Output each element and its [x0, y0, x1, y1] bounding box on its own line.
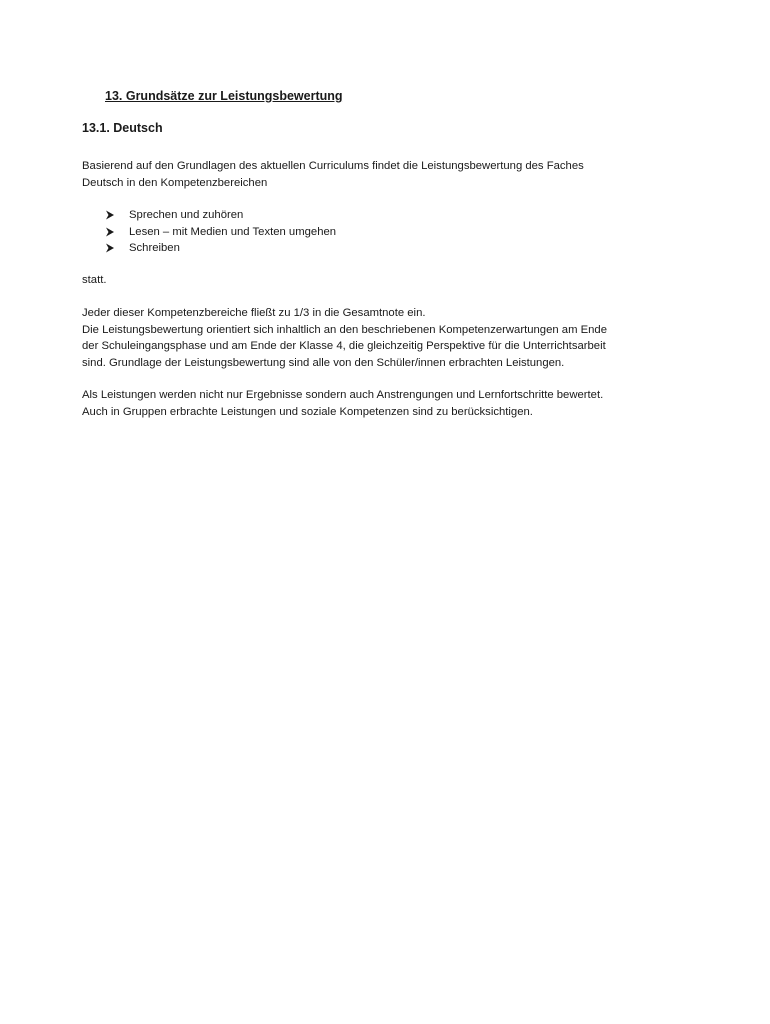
rules-line: Die Leistungsbewertung orientiert sich inhaltlich an den beschriebenen Kompetenzerwartungen am Ende	[82, 323, 608, 336]
closing-line: Auch in Gruppen erbrachte Leistungen und soziale Kompetenzen sind zu berücksichtigen.	[82, 405, 533, 418]
closing-paragraph	[82, 387, 702, 420]
intro-line: Deutsch in den Kompetenzbereichen	[82, 176, 268, 189]
list-item	[104, 224, 336, 241]
rules-line: Jeder dieser Kompetenzbereiche fließt zu 1/3 in die Gesamtnote ein.	[82, 307, 426, 319]
subsection-heading: 13.1. Deutsch	[82, 121, 163, 135]
rules-line: sind. Grundlage der Leistungsbewertung sind alle von den Schüler/innen erbrachten Leistungen.	[82, 356, 565, 369]
intro-line: Basierend auf den Grundlagen des aktuellen Curriculums findet die Leistungsbewertung des Faches	[82, 160, 584, 172]
after-list-line: statt.	[82, 274, 107, 286]
arrow-bullet-icon	[104, 207, 118, 223]
arrow-bullet-icon	[104, 240, 118, 256]
list-item-label: Sprechen und zuhören	[129, 209, 244, 221]
rules-paragraph	[82, 305, 702, 371]
arrow-bullet-icon	[104, 224, 118, 240]
rules-line: der Schuleingangsphase und am Ende der Klasse 4, die gleichzeitig Perspektive für die Unterrichtsarbeit	[82, 340, 606, 353]
intro-paragraph	[82, 158, 702, 191]
competence-list	[104, 207, 336, 257]
list-item	[104, 207, 336, 224]
closing-line: Als Leistungen werden nicht nur Ergebnisse sondern auch Anstrengungen und Lernfortschritte bewertet.	[82, 389, 604, 401]
after-list-paragraph	[82, 272, 702, 289]
list-item-label: Schreiben	[129, 242, 180, 255]
list-item	[104, 240, 336, 257]
list-item-label: Lesen – mit Medien und Texten umgehen	[129, 225, 337, 238]
section-heading: 13. Grundsätze zur Leistungsbewertung	[105, 89, 343, 103]
